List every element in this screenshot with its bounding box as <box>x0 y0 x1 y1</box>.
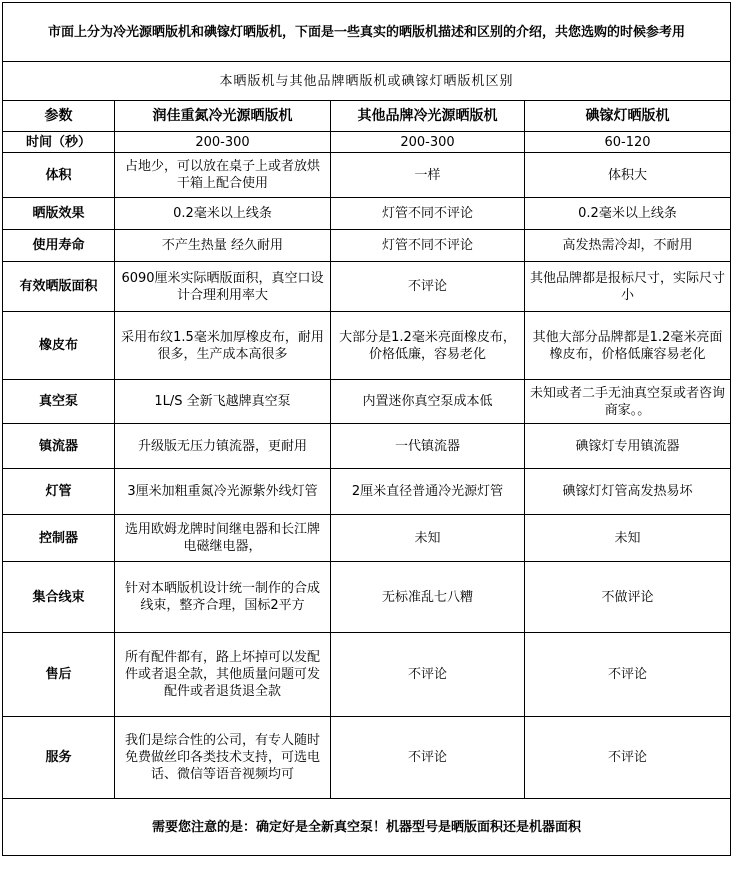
row-param: 时间（秒） <box>3 132 115 153</box>
row-ours: 针对本晒版机设计统一制作的合成线束，整齐合理，国标2平方 <box>115 562 331 633</box>
row-others: 大部分是1.2毫米亮面橡皮布，价格低廉，容易老化 <box>331 312 525 380</box>
row-iodine: 未知 <box>525 515 731 562</box>
row-others: 不评论 <box>331 633 525 717</box>
table-row <box>3 312 731 380</box>
row-param: 体积 <box>3 153 115 198</box>
row-iodine: 碘镓灯专用镇流器 <box>525 424 731 469</box>
row-param: 真空泵 <box>3 380 115 424</box>
row-others: 一样 <box>331 153 525 198</box>
row-others: 不评论 <box>331 717 525 799</box>
row-param: 控制器 <box>3 515 115 562</box>
table-row <box>3 562 731 633</box>
row-param: 有效晒版面积 <box>3 262 115 312</box>
row-others: 一代镇流器 <box>331 424 525 469</box>
header-param: 参数 <box>3 101 115 132</box>
row-param: 服务 <box>3 717 115 799</box>
table-row <box>3 469 731 515</box>
row-others: 内置迷你真空泵成本低 <box>331 380 525 424</box>
table-row <box>3 380 731 424</box>
comparison-table <box>2 2 731 856</box>
table-row <box>3 717 731 799</box>
row-iodine: 其他品牌都是报标尺寸，实际尺寸小 <box>525 262 731 312</box>
row-ours: 0.2毫米以上线条 <box>115 198 331 230</box>
row-others: 灯管不同不评论 <box>331 230 525 262</box>
row-others: 不评论 <box>331 262 525 312</box>
row-ours: 占地少，可以放在桌子上或者放烘干箱上配合使用 <box>115 153 331 198</box>
table-row <box>3 230 731 262</box>
row-param: 晒版效果 <box>3 198 115 230</box>
row-param: 使用寿命 <box>3 230 115 262</box>
row-iodine: 不做评论 <box>525 562 731 633</box>
row-param: 售后 <box>3 633 115 717</box>
row-iodine: 高发热需冷却，不耐用 <box>525 230 731 262</box>
row-param: 集合线束 <box>3 562 115 633</box>
table-row <box>3 633 731 717</box>
table-row <box>3 262 731 312</box>
row-ours: 3厘米加粗重氮冷光源紫外线灯管 <box>115 469 331 515</box>
table-row <box>3 198 731 230</box>
row-ours: 升级版无压力镇流器，更耐用 <box>115 424 331 469</box>
row-iodine: 0.2毫米以上线条 <box>525 198 731 230</box>
header-row <box>3 101 731 132</box>
row-param: 灯管 <box>3 469 115 515</box>
row-ours: 1L/S 全新飞越牌真空泵 <box>115 380 331 424</box>
row-param: 橡皮布 <box>3 312 115 380</box>
row-iodine: 体积大 <box>525 153 731 198</box>
row-ours: 采用布纹1.5毫米加厚橡皮布，耐用很多，生产成本高很多 <box>115 312 331 380</box>
header-others: 其他品牌冷光源晒版机 <box>331 101 525 132</box>
row-iodine: 其他大部分品牌都是1.2毫米亮面橡皮布，价格低廉容易老化 <box>525 312 731 380</box>
row-others: 2厘米直径普通冷光源灯管 <box>331 469 525 515</box>
row-others: 无标准乱七八糟 <box>331 562 525 633</box>
row-ours: 6090厘米实际晒版面积，真空口设计合理利用率大 <box>115 262 331 312</box>
table-row <box>3 132 731 153</box>
intro-row <box>3 3 731 62</box>
row-iodine: 60-120 <box>525 132 731 153</box>
table-title: 本晒版机与其他品牌晒版机或碘镓灯晒版机区别 <box>3 62 731 101</box>
row-iodine: 不评论 <box>525 717 731 799</box>
row-iodine: 不评论 <box>525 633 731 717</box>
title-row <box>3 62 731 101</box>
footer-row <box>3 799 731 856</box>
row-ours: 我们是综合性的公司，有专人随时免费做丝印各类技术支持，可选电话、微信等语音视频均可 <box>115 717 331 799</box>
row-others: 灯管不同不评论 <box>331 198 525 230</box>
table-row <box>3 424 731 469</box>
table-row <box>3 515 731 562</box>
row-iodine: 未知或者二手无油真空泵或者咨询商家。。 <box>525 380 731 424</box>
row-others: 200-300 <box>331 132 525 153</box>
intro-text: 市面上分为冷光源晒版机和碘镓灯晒版机，下面是一些真实的晒版机描述和区别的介绍，共您选购的时候参考用 <box>3 3 731 62</box>
row-ours: 不产生热量 经久耐用 <box>115 230 331 262</box>
row-param: 镇流器 <box>3 424 115 469</box>
footer-note: 需要您注意的是：确定好是全新真空泵！机器型号是晒版面积还是机器面积 <box>3 799 731 856</box>
table-row <box>3 153 731 198</box>
header-ours: 润佳重氮冷光源晒版机 <box>115 101 331 132</box>
row-others: 未知 <box>331 515 525 562</box>
header-iodine: 碘镓灯晒版机 <box>525 101 731 132</box>
row-ours: 200-300 <box>115 132 331 153</box>
row-ours: 选用欧姆龙牌时间继电器和长江牌电磁继电器， <box>115 515 331 562</box>
row-iodine: 碘镓灯灯管高发热易坏 <box>525 469 731 515</box>
row-ours: 所有配件都有，路上坏掉可以发配件或者退全款，其他质量问题可发配件或者退货退全款 <box>115 633 331 717</box>
